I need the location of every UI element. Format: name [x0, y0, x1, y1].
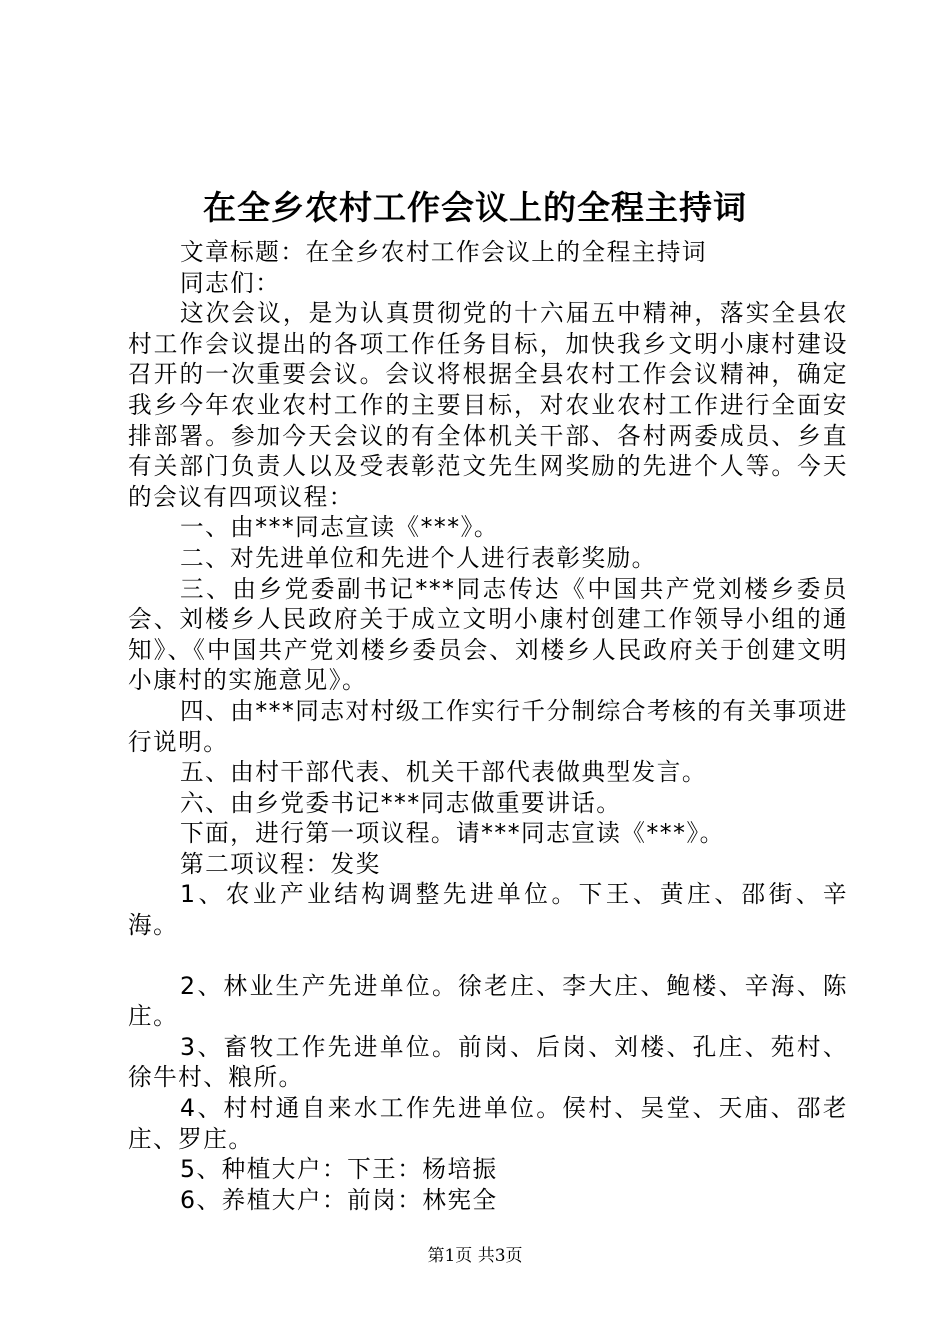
salutation: 同志们：: [180, 268, 281, 297]
agenda-item-2: 二、对先进单位和先进个人进行表彰奖励。: [180, 543, 657, 572]
award-item-1: 1、农业产业结构调整先进单位。下王、黄庄、邵街、辛海。: [128, 880, 848, 940]
agenda-item-1: 一、由***同志宣读《***》。: [180, 513, 499, 542]
award-item-2: 2、林业生产先进单位。徐老庄、李大庄、鲍楼、辛海、陈庄。: [128, 971, 848, 1031]
award-item-3: 3、畜牧工作先进单位。前岗、后岗、刘楼、孔庄、苑村、徐牛村、粮所。: [128, 1032, 848, 1092]
second-agenda-heading: 第二项议程：发奖: [180, 849, 381, 878]
award-item-6: 6、养植大户：前岗：林宪全: [180, 1185, 498, 1214]
article-title-line: 文章标题：在全乡农村工作会议上的全程主持词: [180, 238, 707, 266]
document-title: 在全乡农村工作会议上的全程主持词: [203, 188, 747, 227]
agenda-item-4: 四、由***同志对村级工作实行千分制综合考核的有关事项进行说明。: [128, 696, 848, 756]
intro-paragraph: 这次会议，是为认真贯彻党的十六届五中精神，落实全县农村工作会议提出的各项工作任务目标，加快我乡文明小康村建设召开的一次重要会议。会议将根据全县农村工作会议精神，确定我乡今年农业农村工作的主要目标，对农业农村工作进行全面安排部署。参加今天会议的有全体机关干部、各村两委成员、乡直有关部门负责人以及受表彰范文先生网奖励的先进个人等。今天的会议有四项议程：: [128, 299, 848, 511]
agenda-item-3: 三、由乡党委副书记***同志传达《中国共产党刘楼乡委员会、刘楼乡人民政府关于成立文明小康村创建工作领导小组的通知》、《中国共产党刘楼乡委员会、刘楼乡人民政府关于创建文明小康村的实施意见》。: [128, 574, 848, 695]
award-item-5: 5、种植大户：下王：杨培振: [180, 1155, 498, 1184]
first-agenda-start: 下面，进行第一项议程。请***同志宣读《***》。: [180, 819, 725, 848]
agenda-item-5: 五、由村干部代表、机关干部代表做典型发言。: [180, 758, 707, 787]
document-body: [128, 237, 848, 1215]
award-item-4: 4、村村通自来水工作先进单位。侯村、吴堂、天庙、邵老庄、罗庄。: [128, 1094, 848, 1153]
page-footer: 第1页 共3页: [427, 1246, 523, 1266]
agenda-item-6: 六、由乡党委书记***同志做重要讲话。: [180, 788, 622, 817]
